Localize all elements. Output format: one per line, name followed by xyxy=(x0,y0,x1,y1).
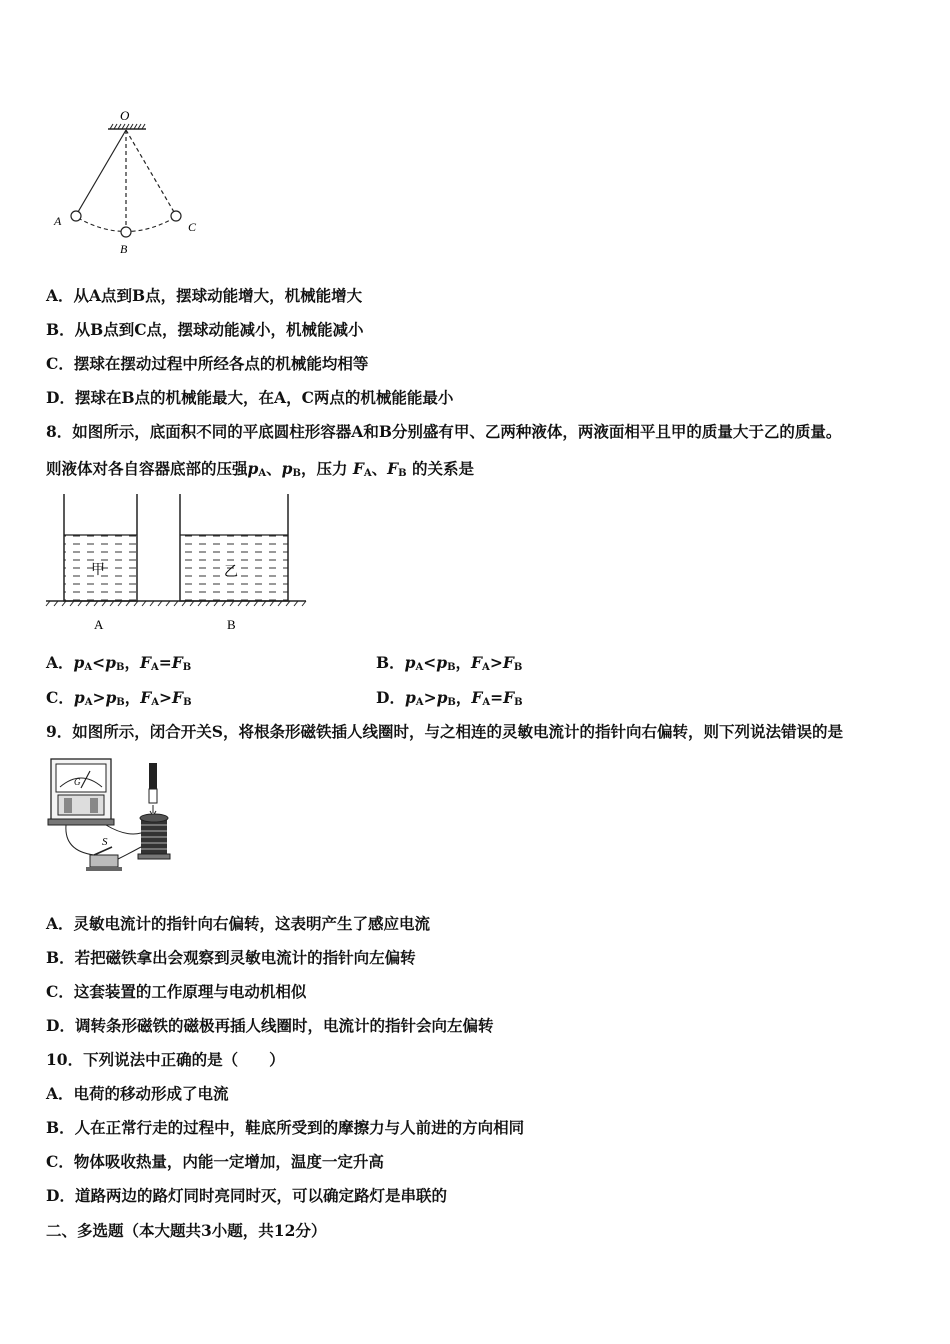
q9-stem: 9．如图所示，闭合开关S，将根条形磁铁插人线圈时，与之相连的灵敏电流计的指针向右偏转，则下列说法错误的是 xyxy=(46,722,843,741)
label-o: O xyxy=(120,108,130,123)
q10-option-c: C．物体吸收热量，内能一定增加，温度一定升高 xyxy=(46,1152,384,1171)
q8-option-c: C．$p_A>p_B$，$F_A>F_B$ xyxy=(46,688,192,708)
liquid-a-label: 甲 xyxy=(91,563,105,578)
container-b-label: B xyxy=(227,617,236,632)
switch-label: S xyxy=(102,836,108,848)
q7-option-c: C．摆球在摆动过程中所经各点的机械能均相等 xyxy=(46,354,369,373)
q10-option-d: D．道路两边的路灯同时亮同时灭，可以确定路灯是串联的 xyxy=(46,1186,447,1205)
containers-figure xyxy=(44,492,314,637)
q10-stem: 10．下列说法中正确的是（ ） xyxy=(46,1050,285,1069)
label-b: B xyxy=(120,242,128,256)
q7-option-a: A．从A点到B点，摆球动能增大，机械能增大 xyxy=(46,286,363,305)
q10-option-a: A．电荷的移动形成了电流 xyxy=(46,1084,229,1103)
liquid-b-label: 乙 xyxy=(224,565,238,580)
container-a-label: A xyxy=(94,617,104,632)
meter-label: G xyxy=(74,777,81,787)
label-c: C xyxy=(188,220,197,234)
q8-stem-suffix: 的关系是 xyxy=(412,459,475,478)
q9-option-d: D．调转条形磁铁的磁极再插人线圈时，电流计的指针会向左偏转 xyxy=(46,1016,494,1035)
q8-option-a: A．$p_A<p_B$，$F_A=F_B$ xyxy=(46,653,192,673)
q10-option-b: B．人在正常行走的过程中，鞋底所受到的摩擦力与人前进的方向相同 xyxy=(46,1118,525,1137)
q8-stem-line2: 则液体对各自容器底部的压强$p_A$、$p_B$，压力 $F_A$、$F_B$ 的关系是 xyxy=(46,459,475,479)
section-title: 二、多选题（本大题共3小题，共12分） xyxy=(46,1221,327,1240)
q9-option-b: B．若把磁铁拿出会观察到灵敏电流计的指针向左偏转 xyxy=(46,948,416,967)
q7-option-d: D．摆球在B点的机械能最大，在A，C两点的机械能能最小 xyxy=(46,388,454,407)
q8-option-d: D．$p_A>p_B$，$F_A=F_B$ xyxy=(376,688,523,708)
q7-option-b: B．从B点到C点，摆球动能减小，机械能减小 xyxy=(46,320,364,339)
q8-option-b: B．$p_A<p_B$，$F_A>F_B$ xyxy=(376,653,523,673)
pendulum-figure xyxy=(48,105,208,260)
q8-stem-prefix: 则液体对各自容器底部的压强 xyxy=(46,459,248,478)
galvanometer-figure xyxy=(46,755,186,885)
q8-stem-line1: 8．如图所示，底面积不同的平底圆柱形容器A和B分别盛有甲、乙两种液体，两液面相平且甲的质量大于乙的质量。 xyxy=(46,422,842,441)
q9-option-c: C．这套装置的工作原理与电动机相似 xyxy=(46,982,307,1001)
label-a: A xyxy=(54,214,62,228)
q9-option-a: A．灵敏电流计的指针向右偏转，这表明产生了感应电流 xyxy=(46,914,431,933)
